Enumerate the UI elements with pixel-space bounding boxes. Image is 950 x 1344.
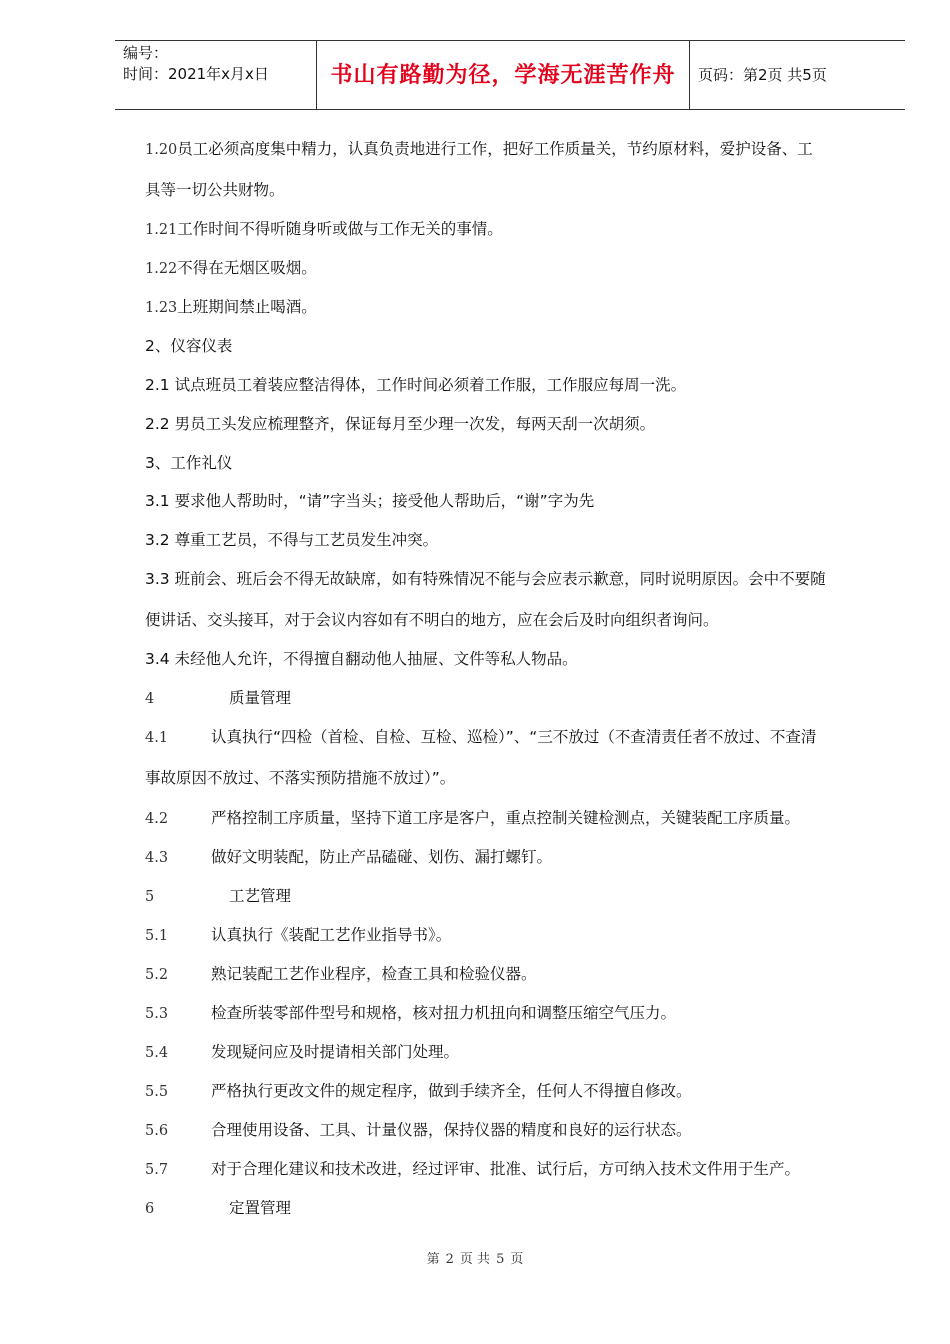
section-heading <box>145 688 885 709</box>
paragraph-line <box>145 964 885 985</box>
line-text: 熟记装配工艺作业程序，检查工具和检验仪器。 <box>211 965 537 983</box>
page-header <box>115 40 905 110</box>
line-text: 发现疑问应及时提请相关部门处理。 <box>211 1043 460 1061</box>
paragraph-line <box>145 1042 885 1063</box>
line-text: 严格执行更改文件的规定程序，做到手续齐全，任何人不得擅自修改。 <box>211 1082 692 1100</box>
line-text: 认真执行“四检（首检、自检、互检、巡检）”、“三不放过（不查清责任者不放过、不查清 <box>211 728 817 746</box>
line-text: 3.4 未经他人允许，不得擅自翻动他人抽屉、文件等私人物品。 <box>145 650 578 668</box>
paragraph-line <box>145 414 885 434</box>
item-number: 5.6 <box>145 1123 169 1139</box>
paragraph-line <box>145 297 885 318</box>
line-text: 3.2 尊重工艺员，不得与工艺员发生冲突。 <box>145 531 439 549</box>
paragraph-line <box>145 569 885 589</box>
paragraph-line <box>145 180 885 200</box>
footer-mid: 页 共 <box>459 1252 491 1267</box>
line-text: 员工必须高度集中精力，认真负责地进行工作，把好工作质量关，节约原材料，爱护设备、工 <box>177 140 813 158</box>
paragraph-line <box>145 727 885 748</box>
paragraph-line <box>145 649 885 669</box>
section-number: 5 <box>145 889 155 905</box>
paragraph-line <box>145 375 885 395</box>
item-number: 4.1 <box>145 730 169 746</box>
paragraph-line <box>145 1159 885 1180</box>
item-number: 4.3 <box>145 850 169 866</box>
line-text: 做好文明装配，防止产品磕碰、划伤、漏打螺钉。 <box>211 848 553 866</box>
paragraph-line <box>145 530 885 550</box>
line-text: 认真执行《装配工艺作业指导书》。 <box>211 926 452 944</box>
line-text: 不得在无烟区吸烟。 <box>177 259 317 277</box>
line-text: 具等一切公共财物。 <box>145 181 285 199</box>
line-text: 对于合理化建议和技术改进，经过评审、批准、试行后，方可纳入技术文件用于生产。 <box>211 1160 801 1178</box>
header-time-label: 时间：2021年x月x日 <box>123 65 269 83</box>
line-text: 质量管理 <box>229 689 292 707</box>
line-text: 便讲话、交头接耳，对于会议内容如有不明白的地方，应在会后及时向组织者询问。 <box>145 611 719 629</box>
paragraph-line <box>145 1003 885 1024</box>
header-page-info: 页码：第2页 共5页 <box>698 66 827 84</box>
item-number: 1.23 <box>145 300 178 316</box>
line-text: 3、工作礼仪 <box>145 454 233 472</box>
section-number: 4 <box>145 691 155 707</box>
item-number: 1.20 <box>145 142 178 158</box>
item-number: 1.21 <box>145 222 178 238</box>
item-number: 5.2 <box>145 967 169 983</box>
line-text: 严格控制工序质量，坚持下道工序是客户，重点控制关键检测点，关键装配工序质量。 <box>211 809 801 827</box>
footer-total-pages: 5 <box>496 1252 505 1267</box>
item-number: 1.22 <box>145 261 178 277</box>
paragraph-line <box>145 491 885 511</box>
line-text: 2.1 试点班员工着装应整洁得体，工作时间必须着工作服，工作服应每周一洗。 <box>145 376 687 394</box>
footer-page-number: 2 <box>445 1252 454 1267</box>
section-number: 6 <box>145 1201 155 1217</box>
section-heading <box>145 1198 885 1219</box>
line-text: 定置管理 <box>229 1199 292 1217</box>
line-text: 事故原因不放过、不落实预防措施不放过）”。 <box>145 769 456 787</box>
paragraph-line <box>145 610 885 630</box>
line-text: 3.3 班前会、班后会不得无故缺席，如有特殊情况不能与会应表示歉意，同时说明原因。会中不要随 <box>145 570 826 588</box>
item-number: 5.5 <box>145 1084 169 1100</box>
page-footer <box>0 1248 950 1267</box>
header-motto: 书山有路勤为径，学海无涯苦作舟 <box>316 41 690 109</box>
section-heading <box>145 336 885 356</box>
line-text: 检查所装零部件型号和规格，核对扭力机扭向和调整压缩空气压力。 <box>211 1004 677 1022</box>
line-text: 3.1 要求他人帮助时，“请”字当头；接受他人帮助后，“谢”字为先 <box>145 492 595 510</box>
paragraph-line <box>145 1081 885 1102</box>
line-text: 合理使用设备、工具、计量仪器，保持仪器的精度和良好的运行状态。 <box>211 1121 692 1139</box>
paragraph-line <box>145 139 885 160</box>
line-text: 工艺管理 <box>229 887 292 905</box>
item-number: 5.1 <box>145 928 169 944</box>
header-meta <box>115 41 316 109</box>
item-number: 5.7 <box>145 1162 169 1178</box>
line-text: 上班期间禁止喝酒。 <box>177 298 317 316</box>
paragraph-line <box>145 925 885 946</box>
item-number: 5.3 <box>145 1006 169 1022</box>
line-text: 2、仪容仪表 <box>145 337 233 355</box>
header-number-label: 编号： <box>123 44 169 62</box>
paragraph-line <box>145 1120 885 1141</box>
section-heading <box>145 886 885 907</box>
paragraph-line <box>145 768 885 788</box>
paragraph-line <box>145 847 885 868</box>
footer-suffix: 页 <box>510 1252 524 1267</box>
paragraph-line <box>145 219 885 240</box>
line-text: 工作时间不得听随身听或做与工作无关的事情。 <box>177 220 503 238</box>
item-number: 4.2 <box>145 811 169 827</box>
line-text: 2.2 男员工头发应梳理整齐，保证每月至少理一次发，每两天刮一次胡须。 <box>145 415 656 433</box>
item-number: 5.4 <box>145 1045 169 1061</box>
footer-prefix: 第 <box>426 1252 440 1267</box>
paragraph-line <box>145 808 885 829</box>
section-heading <box>145 453 885 473</box>
paragraph-line <box>145 258 885 279</box>
